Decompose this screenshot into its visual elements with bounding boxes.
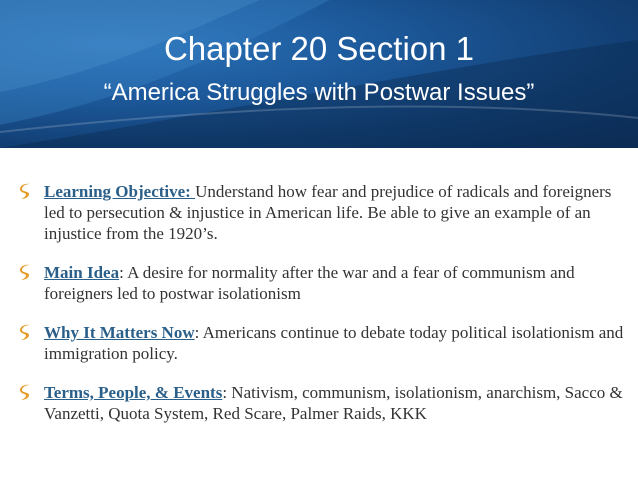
bullet-why-it-matters	[20, 322, 625, 364]
bullet-learning-objective	[20, 181, 625, 244]
bullet-term: Learning Objective:	[44, 182, 196, 201]
stylized-s-bullet-icon	[20, 183, 33, 200]
bullet-text: : Americans continue to debate today political isolationism and immigration policy.	[44, 323, 624, 363]
wave-decoration	[0, 0, 638, 148]
slide-title: Chapter 20 Section 1	[163, 30, 475, 67]
bullet-term: Why It Matters Now	[44, 323, 195, 342]
stylized-s-bullet-icon	[20, 324, 33, 341]
stylized-s-bullet-icon	[20, 264, 33, 281]
title-banner	[0, 0, 638, 148]
bullet-terms-people-events	[20, 382, 625, 424]
stylized-s-bullet-icon	[20, 384, 33, 401]
bullet-text: : Nativism, communism, isolationism, anarchism, Sacco & Vanzetti, Quota System, Red Scare, Palmer Raids, KKK	[44, 383, 623, 423]
bullet-text: : A desire for normality after the war and a fear of communism and foreigners led to postwar isolationism	[44, 263, 575, 303]
slide-subtitle: “America Struggles with Postwar Issues”	[103, 79, 535, 106]
bullet-term: Main Idea	[44, 263, 120, 282]
bullet-main-idea	[20, 262, 625, 304]
bullet-list	[20, 181, 625, 442]
bullet-text: Understand how fear and prejudice of radicals and foreigners led to persecution & injustice in American life. Be able to give an example of an injustice from the 1920’s.	[44, 182, 612, 243]
bullet-term: Terms, People, & Events	[44, 383, 223, 402]
